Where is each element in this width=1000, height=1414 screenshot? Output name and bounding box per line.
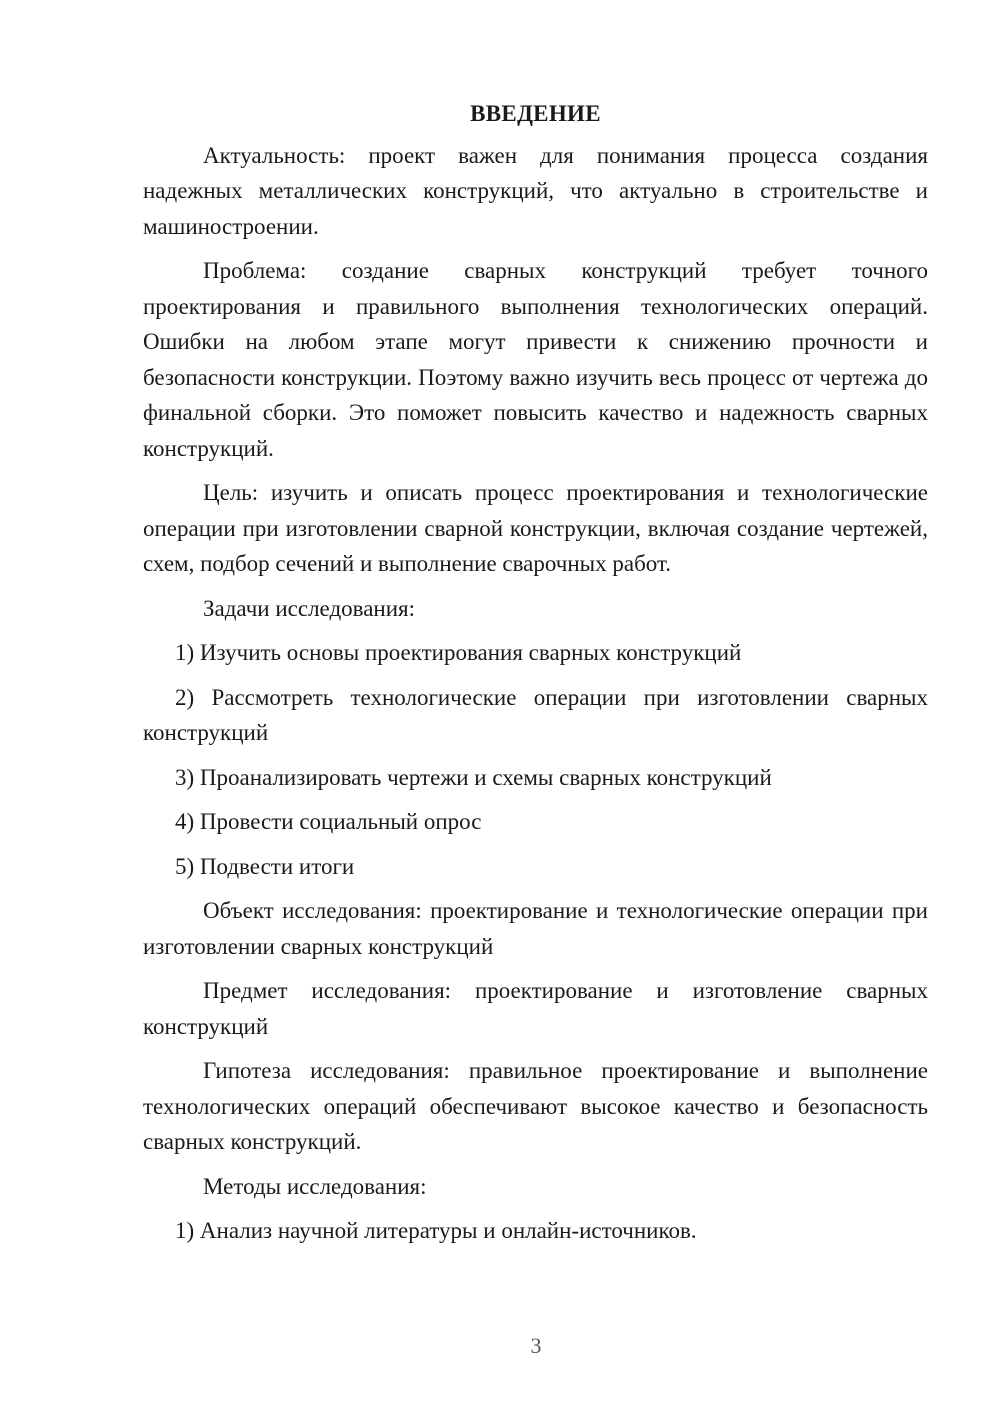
methods-heading: Методы исследования: — [203, 1173, 427, 1199]
task-item-5: 5) Подвести итоги — [175, 853, 355, 879]
subject-paragraph: Предмет исследования: проектирование и изготовление сварных конструкций — [143, 978, 928, 1039]
object-paragraph: Объект исследования: проектирование и технологические операции при изготовлении сварных конструкций — [143, 898, 928, 959]
task-item-3: 3) Проанализировать чертежи и схемы сварных конструкций — [175, 764, 772, 790]
relevance-paragraph: Актуальность: проект важен для понимания процесса создания надежных металлических конструкций, что актуально в строительстве и машиностроении. — [143, 142, 928, 239]
hypothesis-paragraph: Гипотеза исследования: правильное проектирование и выполнение технологических операций обеспечивают высокое качество и безопасность сварных конструкций. — [143, 1058, 928, 1154]
page-title: ВВЕДЕНИЕ — [470, 101, 601, 126]
page-content — [143, 96, 928, 1258]
tasks-heading: Задачи исследования: — [203, 595, 416, 621]
problem-paragraph: Проблема: создание сварных конструкций требует точного проектирования и правильного выполнения технологических операций. Ошибки на любом этапе могут привести к снижению прочности и безопасности конструкции. Поэтому важно изучить весь процесс от чертежа до финальной сборки. Это поможет повысить качество и надежность сварных конструкций. — [143, 258, 928, 461]
page-number: 3 — [530, 1333, 542, 1358]
method-item-1: 1) Анализ научной литературы и онлайн-источников. — [175, 1218, 697, 1243]
task-item-1: 1) Изучить основы проектирования сварных конструкций — [175, 640, 742, 665]
task-item-4: 4) Провести социальный опрос — [175, 809, 482, 834]
goal-paragraph: Цель: изучить и описать процесс проектирования и технологические операции при изготовлении сварной конструкции, включая создание чертежей, схем, подбор сечений и выполнение сварочных работ. — [143, 480, 928, 576]
task-item-2: 2) Рассмотреть технологические операции при изготовлении сварных конструкций — [143, 684, 928, 745]
